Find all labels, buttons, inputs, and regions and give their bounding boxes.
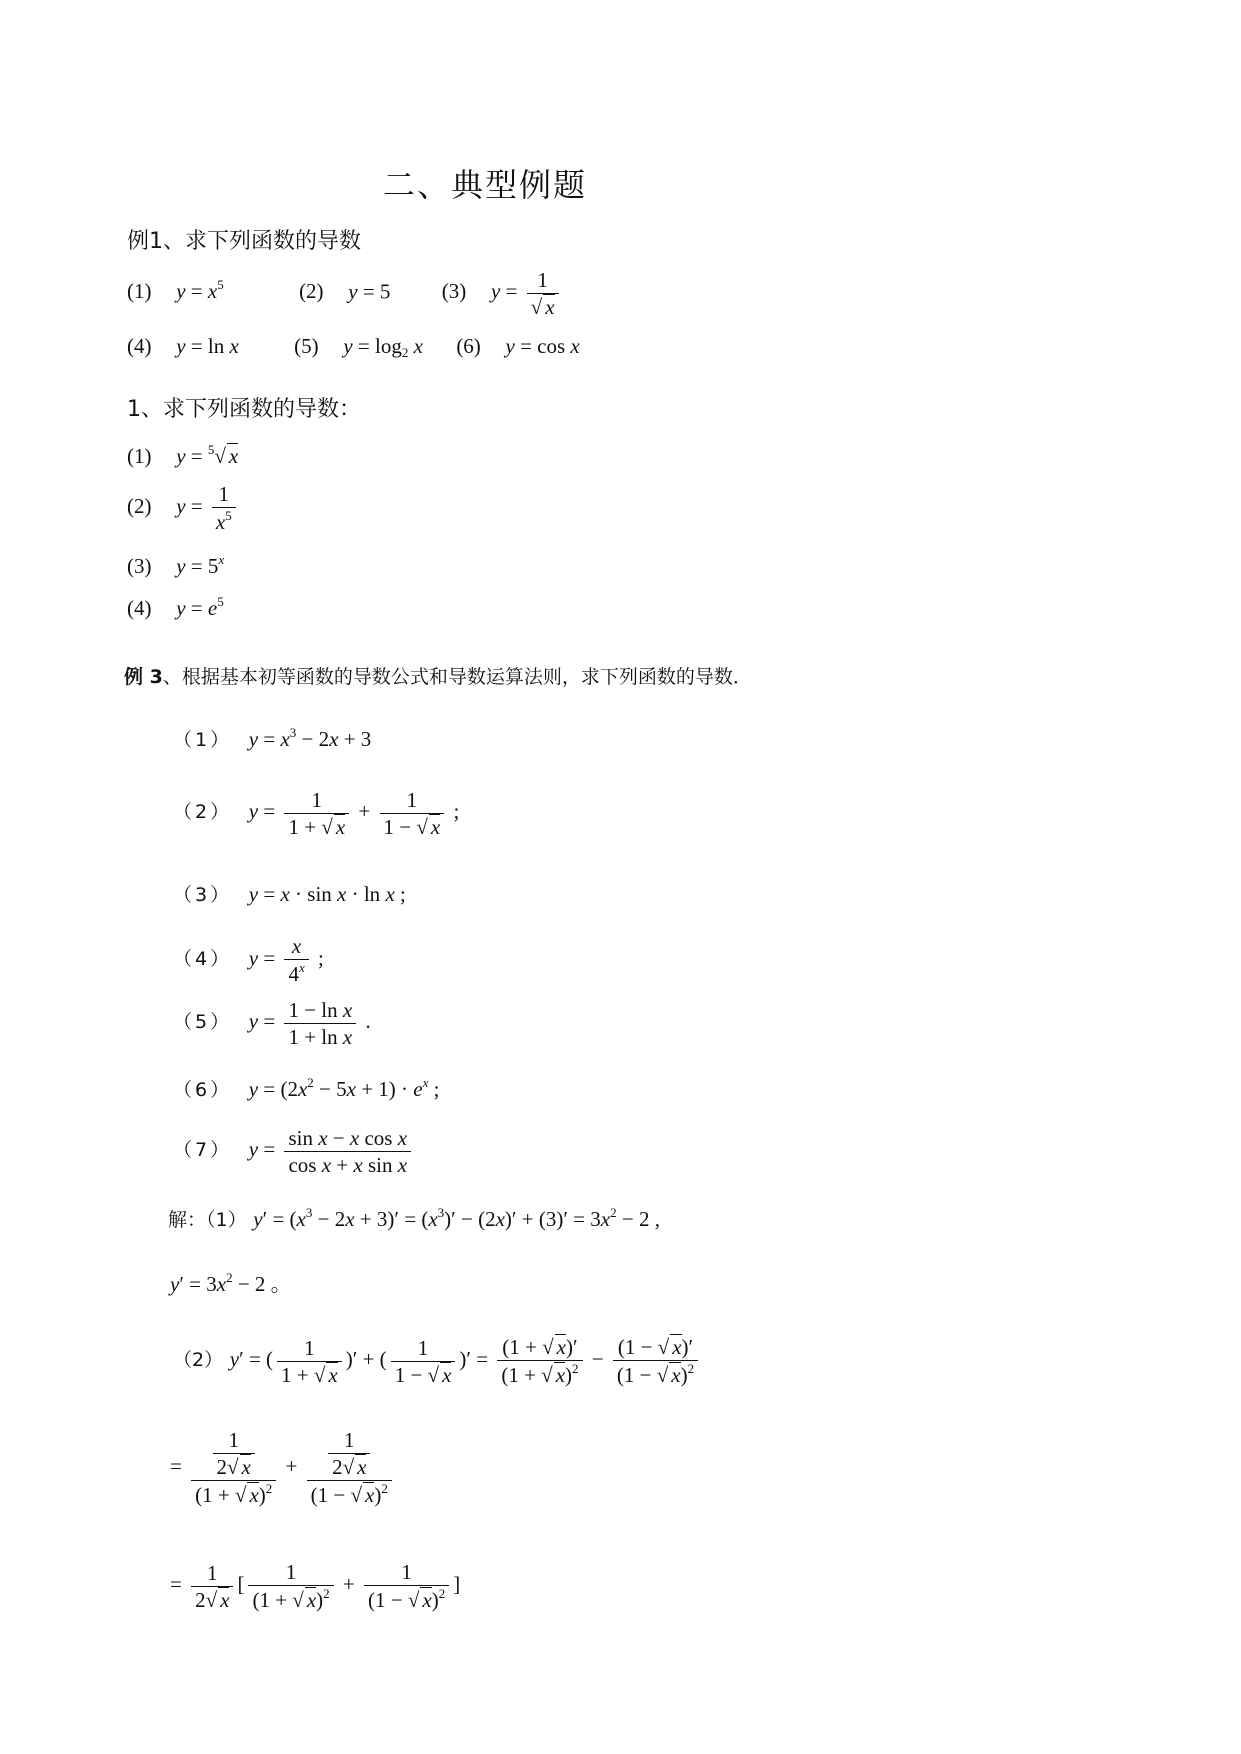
example3-item3-number: （3） xyxy=(173,884,233,906)
solution-part1-result xyxy=(170,1268,292,1298)
exercise1-item1-number: (1) xyxy=(127,444,152,468)
solution-part2-line2 xyxy=(170,1428,396,1507)
example1-item3-formula: y = $\frac{1}{√ x}$ xyxy=(491,279,563,303)
exercise1-item3-formula: $y = 5^x$ xyxy=(176,552,225,578)
exercise1-item2-number: (2) xyxy=(127,493,152,518)
example3-item6 xyxy=(173,1075,440,1102)
exercise1-item2 xyxy=(127,482,240,534)
example3-item1-number: （1） xyxy=(173,729,233,751)
example1-item5-number: (5) xyxy=(294,334,319,358)
exercise1-item2-formula: y = $\frac{1}{x^5}$ xyxy=(176,494,240,518)
example3-item4-formula: y = $\frac{x}{4^x}$ ; xyxy=(248,934,324,987)
solution-part1-formula: $y' = (x^3 - 2x + 3)' = (x^3)' - (2x)' + (3)' = 3x^2 - 2$ , xyxy=(253,1205,660,1231)
solution-part1 xyxy=(168,1205,660,1232)
example1-item3-number: (3) xyxy=(441,279,467,304)
example3-item7-number: （7） xyxy=(173,1139,233,1162)
page-title: 二、典型例题 xyxy=(383,166,588,204)
example1-item2-formula: y = 5 xyxy=(348,279,391,304)
example1-row1 xyxy=(127,268,563,319)
example1-item6-formula: y = cos x xyxy=(505,334,580,358)
example3-item6-number: （6） xyxy=(173,1079,233,1101)
example1-row2 xyxy=(127,334,580,361)
solution-part2-line1-formula: y′ = ( $\frac{1}{1 + √ x}$ )′ + ( $\frac{1}{1 - √ x}$ )′ = $\frac{(1 + √ x)'}{(1 + √ x)^2}$ − $\frac{(1 - √ x)'}{(1 - √ x)^2}$ xyxy=(230,1347,702,1371)
example3-item5-number: （5） xyxy=(173,1011,233,1034)
exercise1-item3-number: (3) xyxy=(127,554,152,578)
example3-heading xyxy=(124,662,752,689)
exercise1-heading: 1、求下列函数的导数： xyxy=(127,397,361,422)
solution-part2-line3-formula: = $\frac{1}{2√ x}$ [ $\frac{1}{(1 + √ x)^2}$ + $\frac{1}{(1 - √ x)^2}$ ] xyxy=(170,1560,461,1613)
exercise1-item4-formula: $y = e^5$ xyxy=(176,594,224,620)
solution-label: 解：（1） xyxy=(168,1209,247,1231)
example1-item2-number: (2) xyxy=(299,279,324,304)
example3-item5-formula: y = $\frac{\text{1 − ln x}}{\text{1 + ln x}}$ . xyxy=(248,998,371,1050)
exercise1-item4 xyxy=(127,594,224,621)
exercise1-item4-number: (4) xyxy=(127,596,152,620)
example3-item3-formula: y = x · sin x · ln x ; xyxy=(248,882,406,906)
example1-item4-formula: y = ln x xyxy=(176,334,239,358)
solution-part1-result-formula: $y' = 3x^2 - 2$ 。 xyxy=(170,1270,292,1296)
exercise1-item1 xyxy=(127,442,238,469)
example3-item1-formula: $y = x^3 - 2x + 3$ xyxy=(248,725,372,751)
example1-item1-number: (1) xyxy=(127,279,152,304)
example3-item7 xyxy=(173,1126,415,1177)
example3-item6-formula: $y = (2x^2 - 5x + 1) \cdot e^x$ ; xyxy=(248,1075,440,1101)
example1-heading: 例1、求下列函数的导数 xyxy=(127,229,361,254)
example3-item2-number: （2） xyxy=(173,801,233,824)
solution-part2-line1 xyxy=(173,1335,702,1387)
example1-item4-number: (4) xyxy=(127,334,152,358)
example3-item5 xyxy=(173,998,371,1049)
example3-label: 例 3 xyxy=(124,666,163,688)
example3-item7-formula: y = $\frac{\text{sin x − x cos x}}{\text{cos x + x sin x}}$ xyxy=(249,1137,415,1161)
solution-part2-label: （2） xyxy=(173,1348,224,1371)
example1-item1-formula: $y = x^5$ xyxy=(176,277,224,304)
solution-part2-line2-formula: = $\frac{\frac{1}{2√ x}}{(1 + √ x)^2}$ + $\frac{\frac{1}{2√ x}}{(1 - √ x)^2}$ xyxy=(170,1454,396,1478)
exercise1-item1-formula: y = $^5$√ x xyxy=(176,442,239,468)
example3-item2 xyxy=(173,788,459,839)
exercise1-item3 xyxy=(127,552,224,579)
example3-item3 xyxy=(173,880,406,907)
solution-part2-line3 xyxy=(170,1560,460,1612)
example3-text: 、根据基本初等函数的导数公式和导数运算法则，求下列函数的导数． xyxy=(162,666,752,688)
example3-item4 xyxy=(173,934,324,986)
example3-item4-number: （4） xyxy=(173,947,233,970)
example3-item2-formula: y = $\frac{1}{1 + √ x}$ + $\frac{1}{1 - √ x}$ ; xyxy=(248,788,460,840)
example1-item5-formula: $y = \log_2 x$ xyxy=(343,334,423,360)
example1-item6-number: (6) xyxy=(456,334,481,358)
example3-item1 xyxy=(173,725,371,752)
